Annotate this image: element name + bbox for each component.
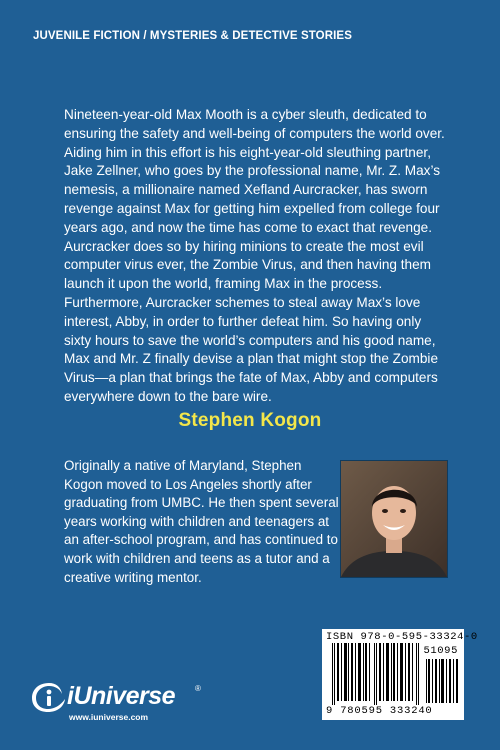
isbn-barcode xyxy=(332,643,420,705)
author-photo xyxy=(340,460,448,578)
book-blurb: Nineteen-year-old Max Mooth is a cyber sleuth, dedicated to ensuring the safety and well-being of computers the world over. Aiding him in this effort is his eight-year-old sleuthing partner, Jake Zellner, who goes by the professional name, Mr. Z. Max’s nemesis, a millionaire named Xefland Aurcracker, has sworn revenge against Max for getting him expelled from college four years ago, and now the time has come to exact that revenge. Aurcracker does so by hiring minions to create the most evil computer virus ever, the Zombie Virus, and then having them launch it upon the world, framing Max in the process. Furthermore, Aurcracker schemes to steal away Max’s love interest, Abby, in order to further defeat him. So having only sixty hours to save the world’s computers and his good name, Max and Mr. Z finally devise a plan that might stop the Zombie Virus—a plan that brings the fate of Max, Abby and computers everywhere down to the bare wire. xyxy=(64,107,445,404)
price-code: 51095 xyxy=(423,645,458,657)
price-barcode xyxy=(426,659,460,703)
barcode-box xyxy=(322,629,478,720)
publisher-logo[interactable] xyxy=(30,680,220,730)
iuniverse-swirl-icon xyxy=(30,680,68,714)
author-bio: Originally a native of Maryland, Stephen Kogon moved to Los Angeles shortly after graduating from UMBC. He then spent several years working with children and teenagers at an after-school program, and has continued to work with children and teens as a tutor and a creative writing mentor. xyxy=(64,458,339,585)
ean-digits: 9 780595 333240 xyxy=(326,705,433,717)
author-name: Stephen Kogon xyxy=(178,410,322,431)
category-label: JUVENILE FICTION / MYSTERIES & DETECTIVE STORIES xyxy=(33,30,352,42)
isbn-label: ISBN 978-0-595-33324-0 xyxy=(326,631,478,643)
logo-text: iUniverse xyxy=(67,682,176,710)
logo-registered-mark: ® xyxy=(195,684,201,693)
publisher-url[interactable]: www.iuniverse.com xyxy=(69,712,149,722)
